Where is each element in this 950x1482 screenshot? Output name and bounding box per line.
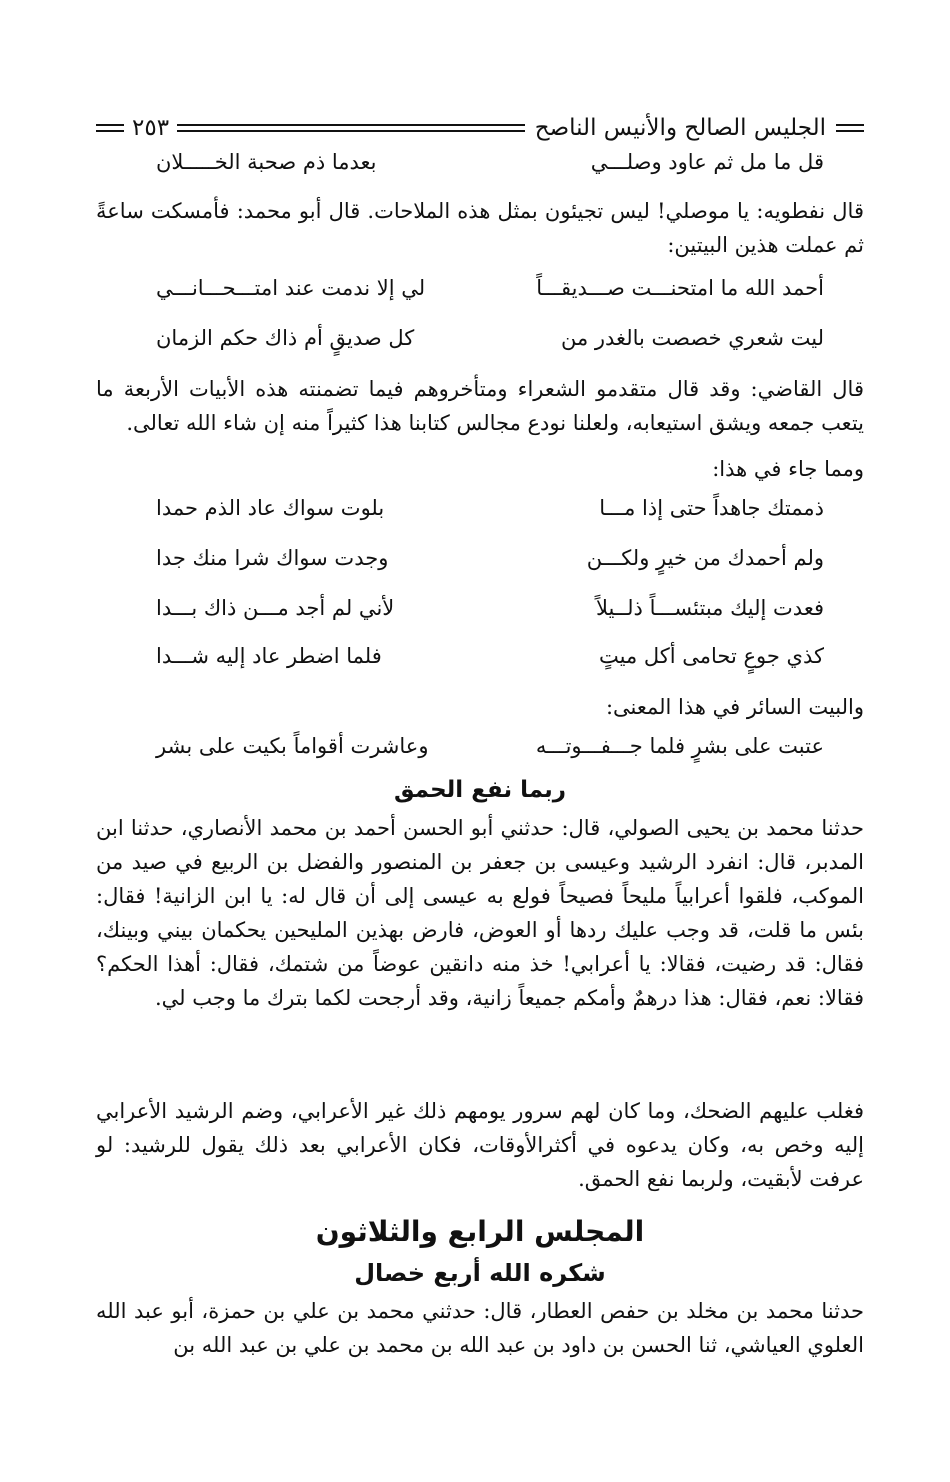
header-rule-left — [96, 124, 124, 132]
verse-line — [96, 546, 864, 590]
page-number: ٢٥٣ — [132, 115, 170, 141]
paragraph-isnad: حدثنا محمد بن مخلد بن حفص العطار، قال: حدثني محمد بن علي بن حمزة، أبو عبد الله العلوي العياشي، ثنا الحسن بن داود بن عبد الله بن محمد بن علي بن عبد الله بن — [96, 1299, 864, 1357]
verse-hemistich-second: وعاشرت أقواماً بكيت على بشر — [156, 734, 429, 758]
verse-hemistich-first: كذي جوعٍ تحامى أكل ميتٍ — [598, 644, 824, 668]
verse-hemistich-first: ذممتك جاهداً حتى إذا مـــا — [599, 496, 824, 520]
verse-hemistich-second: وجدت سواك شرا منك جدا — [156, 546, 389, 570]
header-rule-middle — [177, 124, 525, 132]
verse-line — [96, 276, 864, 320]
line-bayt-sair: والبيت السائر في هذا المعنى: — [605, 695, 864, 719]
verse-hemistich-first: فعدت إليك مبتئســـاً ذلــيلاً — [595, 596, 824, 620]
verse-hemistich-second: لأني لم أجد مـــن ذاك بـــدا — [156, 596, 395, 620]
verse-hemistich-second: كل صديقٍ أم ذاك حكم الزمان — [156, 326, 415, 350]
verse-hemistich-first: ليت شعري خصصت بالغدر من — [560, 326, 824, 350]
verse-hemistich-first: عتبت على بشرٍ فلما جـــفـــوتـــه — [535, 734, 824, 758]
line-mimma-jaa: ومما جاء في هذا: — [712, 457, 864, 481]
verse-line — [96, 150, 864, 194]
verse-line — [96, 644, 864, 688]
verse-hemistich-first: ولم أحمدك من خيرٍ ولكـــن — [586, 546, 824, 570]
chapter-heading: المجلس الرابع والثلاثون — [315, 1215, 645, 1248]
verse-hemistich-second: بعدما ذم صحبة الخـــــلان — [156, 150, 377, 174]
book-title: الجليس الصالح والأنيس الناصح — [534, 115, 826, 141]
verse-line — [96, 326, 864, 370]
running-header — [96, 108, 864, 148]
verse-hemistich-first: أحمد الله ما امتحنـــت صـــديقـــاً — [536, 276, 824, 300]
section-heading-shukr: شكره الله أربع خصال — [354, 1259, 606, 1287]
verse-line — [96, 496, 864, 540]
paragraph-qadi: قال القاضي: وقد قال متقدمو الشعراء ومتأخروهم فيما تضمنته هذه الأبيات الأربعة ما يتعب جمعه ويشق استيعابه، ولعلنا نودع مجالس كتابنا هذا كثيراً منه إن شاء الله تعالى. — [96, 377, 864, 435]
paragraph-naftawayh: قال نفطويه: يا موصلي! ليس تجيئون بمثل هذه الملاحات. قال أبو محمد: فأمسكت ساعةً ثم عملت هذين البيتين: — [96, 199, 864, 257]
verse-hemistich-second: لي إلا ندمت عند امتـــحـــانـــي — [156, 276, 426, 300]
paragraph-rashid-ending: فغلب عليهم الضحك، وما كان لهم سرور يومهم ذلك غير الأعرابي، وضم الرشيد الأعرابي إليه وخص به، وكان يدعوه في أكثرالأوقات، فكان الأعرابي بعد ذلك يقول للرشيد: لو عرفت لأبقيت، ولربما نفع الحمق. — [96, 1099, 864, 1191]
verse-hemistich-first: قل ما مل ثم عاود وصلـــي — [590, 150, 824, 174]
section-heading-humq: ربما نفع الحمق — [393, 777, 567, 803]
verse-hemistich-second: بلوت سواك عاد الذم حمدا — [156, 496, 385, 520]
paragraph-rashid-story: حدثنا محمد بن يحيى الصولي، قال: حدثني أبو الحسن أحمد بن محمد الأنصاري، حدثنا ابن المدبر، قال: انفرد الرشيد وعيسى بن جعفر بن المنصور والفضل بن الربيع في صيد من الموكب، فلقوا أعرابياً مليحاً فصيحاً فولع به عيسى إلى أن قال له: يا ابن الزانية! فقال: بئس ما قلت، قد وجب عليك ردها أو العوض، فارض بهذين المليحين يحكمان بيني وبينك، فقال: قد رضيت، فقالا: يا أعرابي! خذ منه دانقين عوضاً من شتمك، فقال: أهذا الحكم؟ فقالا: نعم، فقال: هذا درهمٌ وأمكم جميعاً زانية، وقد أرجحت لكما بترك ما وجب لي. — [96, 816, 864, 1010]
verse-line — [96, 596, 864, 640]
header-rule-right — [836, 124, 864, 132]
verse-hemistich-second: فلما اضطر عاد إليه شـــدا — [156, 644, 382, 668]
